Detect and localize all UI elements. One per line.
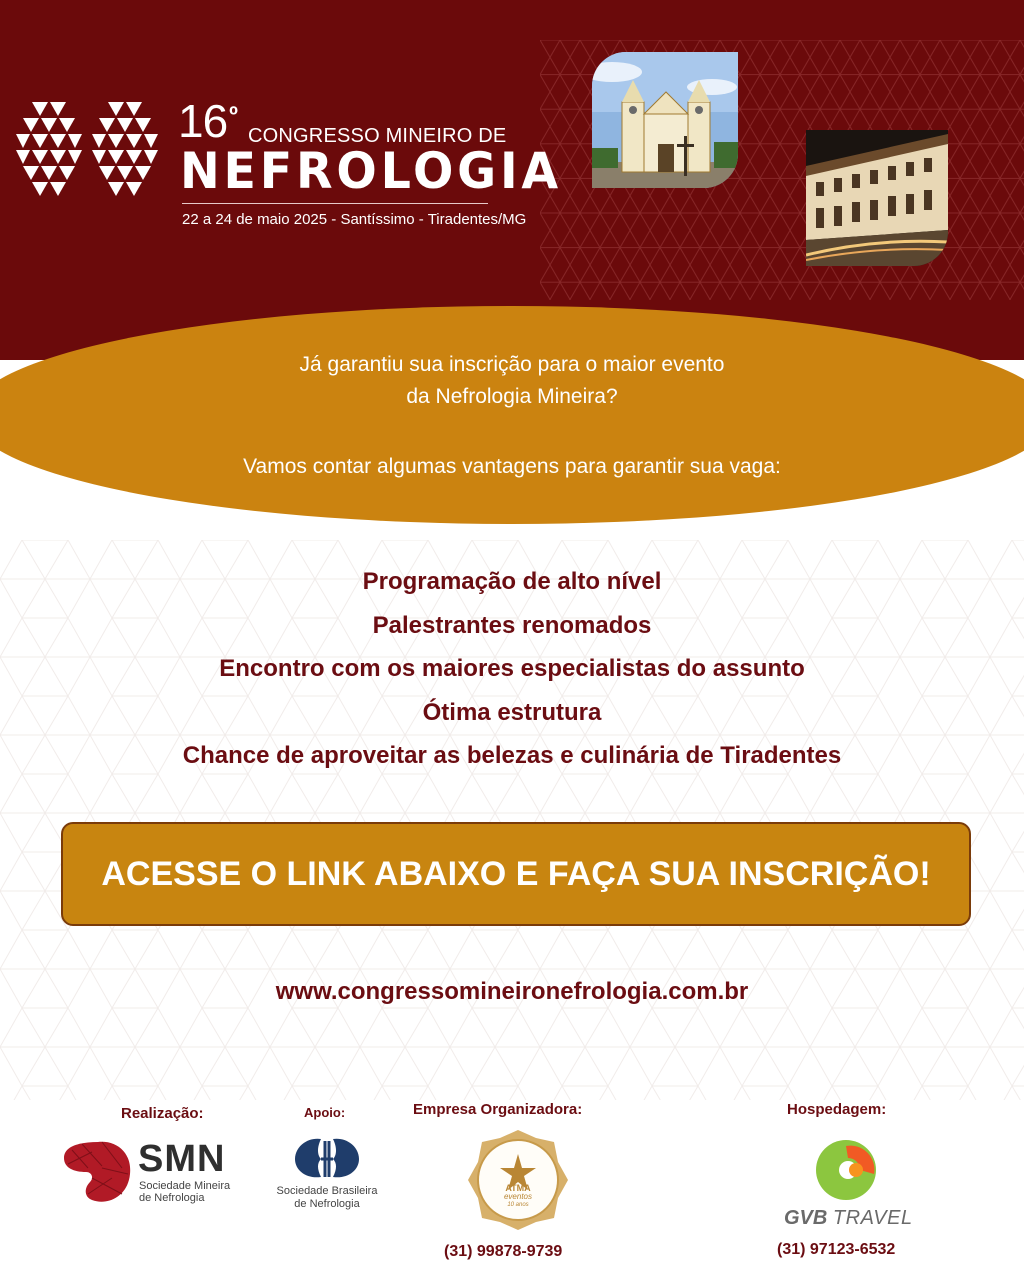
congress-edition-number: $16^º$	[178, 95, 237, 147]
church-photo	[592, 52, 738, 188]
benefit-item: Palestrantes renomados	[372, 612, 652, 639]
atma-logo-name: ATMA	[505, 1183, 531, 1193]
hospedagem-label: Hospedagem:	[787, 1101, 887, 1118]
historic-building-photo	[806, 130, 948, 266]
atma-eventos-badge-icon	[466, 1128, 570, 1232]
registration-cta-label: ACESSE O LINK ABAIXO E FAÇA SUA INSCRIÇÃO!	[101, 855, 931, 893]
smn-kidney-icon	[62, 1138, 134, 1206]
smn-logo-subtitle-2: de Nefrologia	[139, 1192, 205, 1204]
intro-line-2: da Nefrologia Mineira?	[406, 385, 618, 408]
benefit-item: Chance de aproveitar as belezas e culinária de Tiradentes	[182, 742, 842, 769]
organizadora-label: Empresa Organizadora:	[413, 1101, 583, 1118]
congress-logo-icon	[16, 102, 160, 198]
intro-line-3: Vamos contar algumas vantagens para garantir sua vaga:	[243, 455, 781, 478]
gvb-logo-text: GVB TRAVEL	[784, 1207, 913, 1229]
atma-logo-sub: eventos	[503, 1192, 533, 1201]
smn-logo-subtitle-1: Sociedade Mineira	[139, 1180, 231, 1192]
apoio-label: Apoio:	[304, 1105, 346, 1120]
hospedagem-phone[interactable]: (31) 97123-6532	[777, 1241, 896, 1258]
benefit-item: Ótima estrutura	[422, 699, 602, 726]
congress-date-location: 22 a 24 de maio 2025 - Santíssimo - Tiradentes/MG	[182, 211, 527, 228]
intro-line-1: Já garantiu sua inscrição para o maior evento	[299, 353, 725, 376]
benefit-item: Programação de alto nível	[362, 568, 662, 595]
organizadora-phone[interactable]: (31) 99878-9739	[444, 1243, 563, 1260]
atma-logo-years: 10 anos	[507, 1202, 529, 1208]
smn-logo-text: SMN	[138, 1138, 226, 1180]
website-link[interactable]: www.congressomineironefrologia.com.br	[275, 978, 749, 1005]
congress-title: NEFROLOGIA	[180, 142, 562, 200]
logo-divider	[182, 203, 488, 204]
sbn-kidney-icon	[293, 1135, 361, 1181]
intro-banner	[0, 306, 1024, 524]
sbn-logo-subtitle-2: de Nefrologia	[294, 1198, 360, 1210]
benefit-item: Encontro com os maiores especialistas do assunto	[219, 655, 805, 682]
congress-name: CONGRESSO MINEIRO DE	[248, 125, 507, 147]
sbn-logo-subtitle-1: Sociedade Brasileira	[276, 1185, 378, 1197]
realizacao-label: Realização:	[121, 1105, 204, 1122]
gvb-travel-logo-icon	[814, 1138, 882, 1202]
